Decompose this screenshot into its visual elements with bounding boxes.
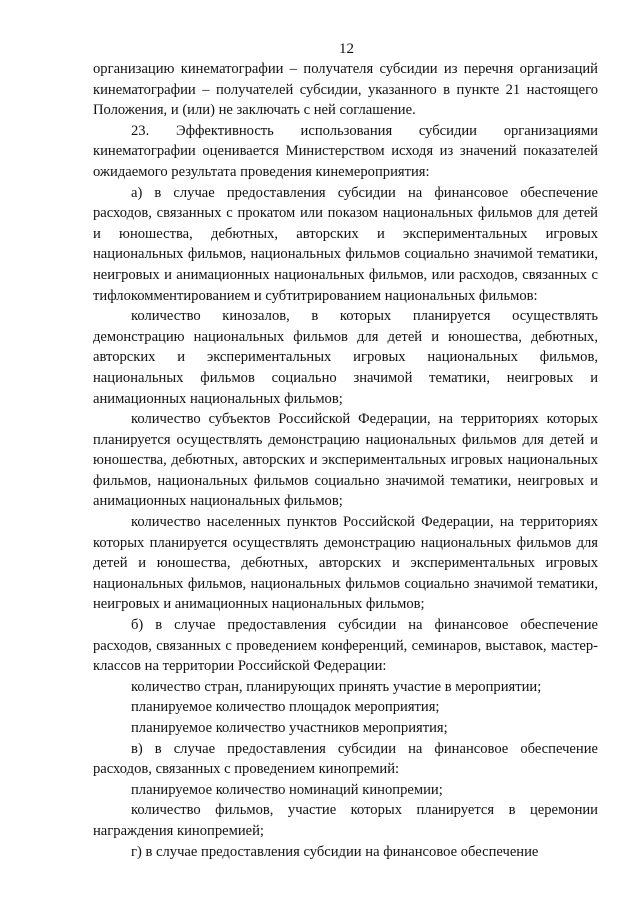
- paragraph-nominations-count: планируемое количество номинаций кинопремии;: [131, 781, 443, 798]
- paragraph-cinema-halls-count: количество кинозалов, в которых планируется осуществлять демонстрацию национальных фильмов для детей и юношества, дебютных, авторских и экспериментальных игровых национальных фильмов, национальных фильмов социально значимой тематики, неигровых и анимационных национальных фильмов;: [93, 308, 598, 407]
- paragraph-subitem-a: а) в случае предоставления субсидии на финансовое обеспечение расходов, связанных с прокатом или показом национальных фильмов для детей и юношества, дебютных, авторских и экспериментальных игровых национальных фильмов, национальных фильмов социально значимой тематики, неигровых и анимационных национальных фильмов, или расходов, связанных с тифлокомментированием и субтитрированием национальных фильмов:: [93, 184, 598, 304]
- paragraph-films-count: количество фильмов, участие которых планируется в церемонии награждения кинопремией;: [93, 802, 598, 839]
- paragraph-continuation: организацию кинематографии – получателя субсидии из перечня организаций кинематографии – получателей субсидии, указанного в пункте 21 настоящего Положения, и (или) не заключать с ней соглашение.: [93, 61, 598, 119]
- paragraph-subitem-b: б) в случае предоставления субсидии на финансовое обеспечение расходов, связанных с проведением конференций, семинаров, выставок, мастер-классов на территории Российской Федерации:: [93, 617, 598, 675]
- paragraph-countries-count: количество стран, планирующих принять участие в мероприятии;: [131, 678, 542, 695]
- paragraph-subitem-g: г) в случае предоставления субсидии на финансовое обеспечение: [131, 843, 539, 860]
- paragraph-item-23: 23. Эффективность использования субсидии организациями кинематографии оценивается Министерством исходя из значений показателей ожидаемого результата проведения кинемероприятия:: [93, 122, 598, 180]
- paragraph-settlements-count: количество населенных пунктов Российской Федерации, на территориях которых планируется осуществлять демонстрацию национальных фильмов для детей и юношества, дебютных, авторских и экспериментальных игровых национальных фильмов, национальных фильмов социально значимой тематики, неигровых и анимационных национальных фильмов;: [93, 514, 598, 613]
- paragraph-subitem-v: в) в случае предоставления субсидии на финансовое обеспечение расходов, связанных с проведением кинопремий:: [93, 740, 598, 778]
- paragraph-venues-count: планируемое количество площадок мероприятия;: [131, 699, 440, 716]
- page-number: 12: [339, 41, 354, 57]
- paragraph-regions-count: количество субъектов Российской Федерации, на территориях которых планируется осуществлять демонстрацию национальных фильмов для детей и юношества, дебютных, авторских и экспериментальных игровых национальных фильмов, национальных фильмов социально значимой тематики, неигровых и анимационных национальных фильмов;: [93, 411, 598, 510]
- paragraph-participants-count: планируемое количество участников мероприятия;: [131, 720, 448, 736]
